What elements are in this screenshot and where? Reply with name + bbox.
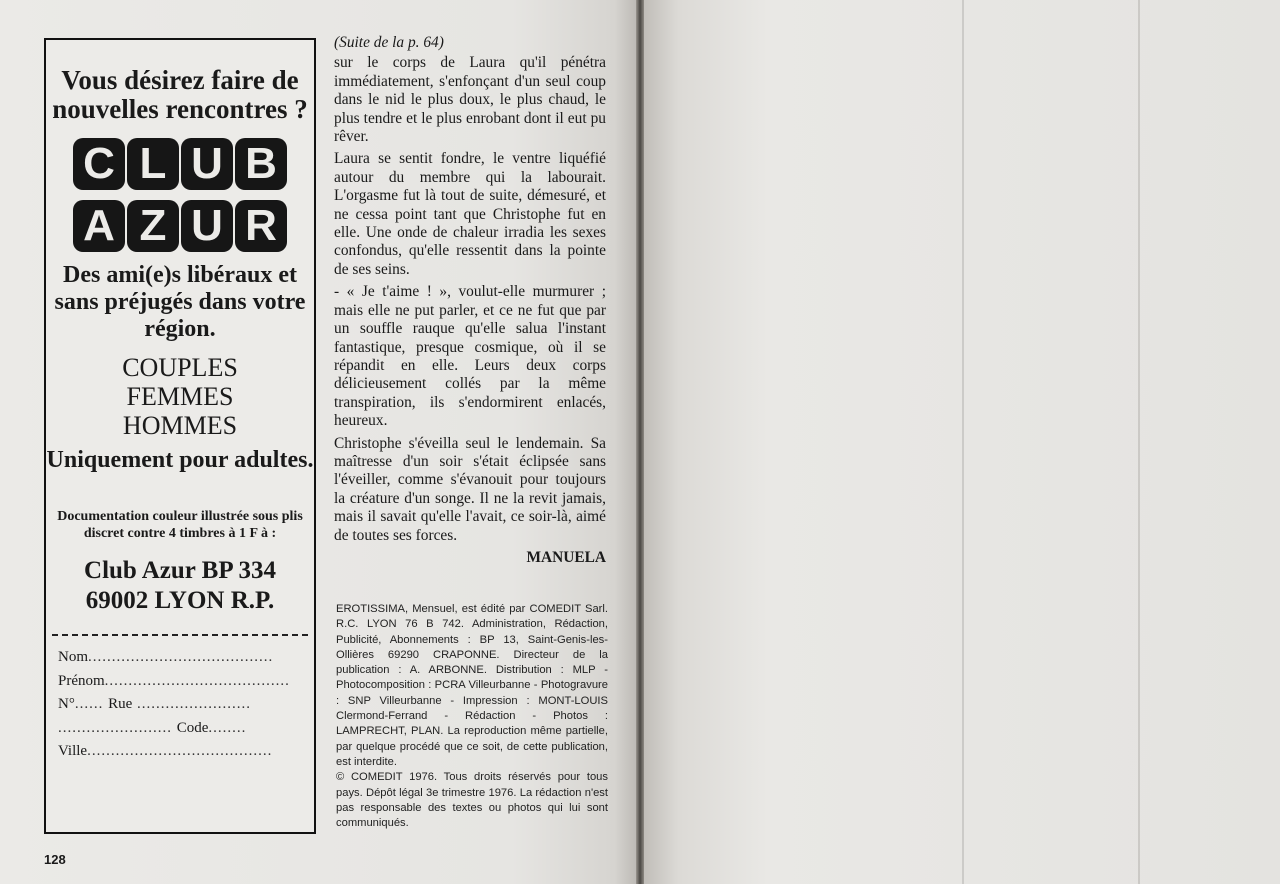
coupon-form bbox=[58, 646, 314, 764]
ad-category: COUPLES bbox=[122, 353, 238, 382]
form-label: Code bbox=[176, 719, 209, 736]
form-fill-line: ....................................... bbox=[104, 672, 290, 689]
form-label: Rue bbox=[108, 696, 133, 712]
form-fill-line: ........................ bbox=[58, 719, 177, 736]
form-fill-line: ........ bbox=[208, 719, 247, 736]
logo-letter: Z bbox=[127, 200, 179, 252]
logo-line-azur bbox=[46, 200, 314, 252]
ad-adults-only: Uniquement pour adultes. bbox=[46, 447, 314, 473]
ad-documentation: Documentation couleur illustrée sous plis discret contre 4 timbres à 1 F à : bbox=[57, 509, 303, 541]
ad-address-line: Club Azur BP 334 bbox=[84, 557, 276, 584]
form-row-rue bbox=[58, 693, 314, 717]
form-row-code bbox=[58, 717, 314, 741]
paper-crease bbox=[1138, 0, 1140, 884]
form-label: Prénom bbox=[58, 672, 105, 689]
story-column bbox=[334, 34, 606, 567]
form-label: Ville bbox=[58, 743, 88, 759]
continued-note: (Suite de la p. 64) bbox=[334, 34, 444, 51]
right-page-blank bbox=[640, 0, 1280, 884]
ad-subhead: Des ami(e)s libéraux et sans préjugés dans votre région. bbox=[54, 262, 306, 342]
form-row-prenom bbox=[58, 670, 314, 694]
publication-credits bbox=[336, 602, 608, 831]
ad-category: FEMMES bbox=[126, 382, 234, 411]
logo-letter: A bbox=[73, 200, 125, 252]
story-paragraph: - « Je t'aime ! », voulut-elle murmurer ; mais elle ne put parler, et ce ne fut que par un souffle rauque qu'elle salua l'instant fantastique, presque cosmique, où il se répandit en elle. Leurs deux corps délicieusement collés par la même transpiration, ils s'endormirent enlacés, heureux. bbox=[334, 283, 606, 430]
story-paragraph: Laura se sentit fondre, le ventre liquéfié autour du membre qui la labourait. L'orgasme fut là tout de suite, démesuré, et ne cessa point tant que Christophe fut en elle. Une onde de chaleur irradia les sexes confondus, qu'elle ressentit dans la pointe de ses seins. bbox=[334, 150, 606, 278]
form-fill-line: ....................................... bbox=[87, 743, 273, 759]
ad-headline: Vous désirez faire de nouvelles rencontres ? bbox=[52, 65, 308, 124]
logo-letter: B bbox=[235, 138, 287, 190]
logo-line-club bbox=[46, 138, 314, 190]
story-paragraph: Christophe s'éveilla seul le lendemain. Sa maîtresse d'un soir s'était éclipsée sans l'éveiller, comme s'évanouit pour toujours la créature d'un songe. Il ne la revit jamais, mais il savait qu'elle l'avait, ce soir-là, aimé de toutes ses forces. bbox=[334, 434, 606, 544]
page-number: 128 bbox=[44, 852, 66, 867]
logo-letter: L bbox=[127, 138, 179, 190]
logo-letter: U bbox=[181, 138, 233, 190]
club-azur-ad bbox=[44, 38, 316, 834]
form-row-nom bbox=[58, 646, 314, 670]
form-fill-line: ....................................... bbox=[88, 649, 274, 665]
club-azur-logo bbox=[46, 138, 314, 252]
credits-text: EROTISSIMA, Mensuel, est édité par COMEDIT Sarl. R.C. LYON 76 B 742. Administration, Rédaction, Publicité, Abonnements : BP 13, Saint-Genis-les-Ollières 69290 CRAPONNE. Directeur de la publication : A. ARBONNE. Distribution : MLP - Photocomposition : PCRA Villeurbanne - Photogravure : SNP Villeurbanne - Impression : MONT-LOUIS Clermond-Ferrand - Rédaction - Photos : LAMPRECHT, PLAN. La reproduction même partielle, par quelque procédé que ce soit, de cette publication, est interdite. bbox=[336, 603, 608, 768]
form-label: N° bbox=[58, 696, 75, 712]
copyright-text: © COMEDIT 1976. Tous droits réservés pour tous pays. Dépôt légal 3e trimestre 1976. La rédaction n'est pas responsable des textes ou photos qui lui sont communiqués. bbox=[336, 771, 608, 830]
form-fill-line: ...... bbox=[74, 696, 109, 712]
logo-letter: U bbox=[181, 200, 233, 252]
ad-address bbox=[46, 556, 314, 616]
paper-crease bbox=[962, 0, 964, 884]
ad-address-line: 69002 LYON R.P. bbox=[85, 587, 275, 614]
form-fill-line: ........................ bbox=[132, 696, 252, 712]
cut-line bbox=[52, 634, 308, 636]
form-label: Nom bbox=[58, 649, 88, 665]
story-paragraph: sur le corps de Laura qu'il pénétra immédiatement, s'enfonçant d'un seul coup dans le nid le plus doux, le plus chaud, le plus tendre et le plus enrobant dont il eut pu rêver. bbox=[334, 54, 606, 146]
book-spine bbox=[636, 0, 644, 884]
logo-letter: R bbox=[235, 200, 287, 252]
logo-letter: C bbox=[73, 138, 125, 190]
form-row-ville bbox=[58, 740, 314, 764]
story-author: MANUELA bbox=[526, 548, 606, 566]
ad-category: HOMMES bbox=[122, 411, 238, 440]
